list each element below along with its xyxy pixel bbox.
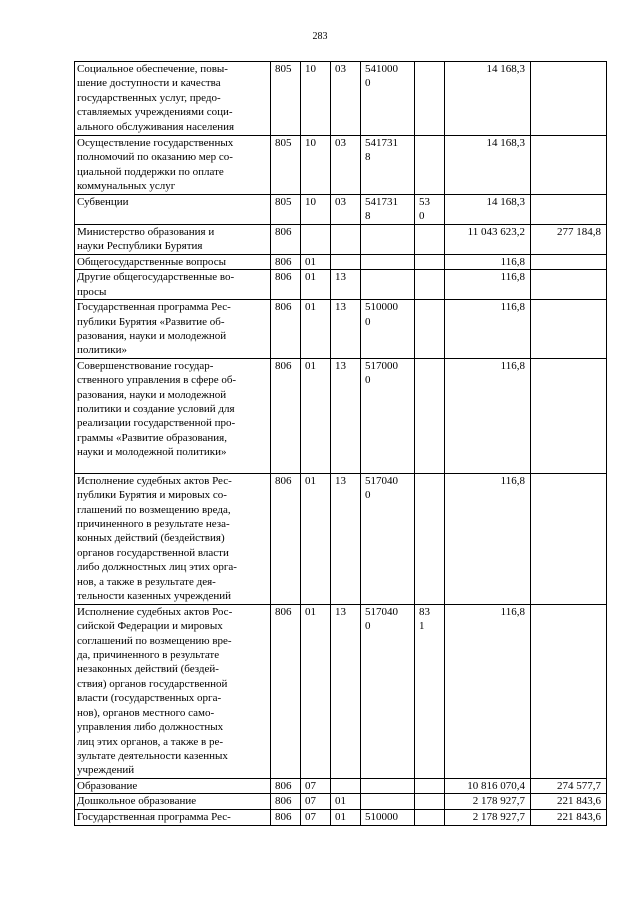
cell-sum2: 274 577,7 — [531, 778, 607, 793]
cell-sum1: 2 178 927,7 — [445, 809, 531, 825]
cell-pr: 13 — [331, 473, 361, 604]
table-row — [75, 358, 607, 473]
cell-csr — [361, 270, 415, 300]
cell-sum1: 14 168,3 — [445, 62, 531, 136]
cell-name: Образование — [75, 778, 271, 793]
cell-csr — [361, 778, 415, 793]
cell-sum2: 277 184,8 — [531, 225, 607, 255]
table-body — [75, 62, 607, 826]
cell-name: Социальное обеспечение, повы- шение доступности и качества государственных услуг, предо- ставляемых учреждениями соци- ального обслуживания населения — [75, 62, 271, 136]
cell-name: Государственная программа Рес- — [75, 809, 271, 825]
cell-name: Совершенствование государ- ственного управления в сфере об- разования, науки и молодежной политики и создание условий для реализации государственной про- граммы «Развитие образования, науки и молодежной политики» — [75, 358, 271, 473]
cell-csr: 510000 — [361, 809, 415, 825]
cell-sum1: 2 178 927,7 — [445, 794, 531, 809]
cell-rz: 10 — [301, 195, 331, 225]
cell-glava: 806 — [271, 358, 301, 473]
cell-sum2 — [531, 300, 607, 359]
page-number: 283 — [312, 31, 328, 42]
cell-glava: 806 — [271, 300, 301, 359]
cell-name: Осуществление государственных полномочий по оказанию мер со- циальной поддержки по оплате коммунальных услуг — [75, 136, 271, 195]
cell-rz: 01 — [301, 473, 331, 604]
cell-rz: 01 — [301, 604, 331, 778]
cell-sum2: 221 843,6 — [531, 809, 607, 825]
cell-glava: 806 — [271, 794, 301, 809]
cell-csr — [361, 225, 415, 255]
cell-pr — [331, 255, 361, 270]
cell-name: Исполнение судебных актов Рес- публики Бурятия и мировых со- глашений по возмещению вреда, причиненного в результате неза- конных действий (бездействия) органов государственной власти либо должностных лиц этих орга- нов, а также в результате дея- тельности казенных учреждений — [75, 473, 271, 604]
cell-vr — [415, 358, 445, 473]
cell-vr — [415, 225, 445, 255]
cell-vr — [415, 255, 445, 270]
cell-rz: 10 — [301, 62, 331, 136]
table-row — [75, 794, 607, 809]
cell-vr: 53 0 — [415, 195, 445, 225]
cell-vr — [415, 270, 445, 300]
cell-name: Государственная программа Рес- публики Бурятия «Развитие об- разования, науки и молодежной политики» — [75, 300, 271, 359]
cell-pr: 03 — [331, 195, 361, 225]
cell-sum1: 10 816 070,4 — [445, 778, 531, 793]
table-row — [75, 225, 607, 255]
cell-sum1: 116,8 — [445, 473, 531, 604]
table-row — [75, 604, 607, 778]
cell-csr: 517000 0 — [361, 358, 415, 473]
cell-sum1: 116,8 — [445, 604, 531, 778]
cell-sum1: 116,8 — [445, 300, 531, 359]
cell-vr — [415, 300, 445, 359]
cell-pr: 01 — [331, 794, 361, 809]
cell-rz: 01 — [301, 270, 331, 300]
table-row — [75, 255, 607, 270]
cell-rz: 01 — [301, 358, 331, 473]
cell-pr: 13 — [331, 604, 361, 778]
cell-csr: 541731 8 — [361, 136, 415, 195]
table-row — [75, 62, 607, 136]
table-row — [75, 136, 607, 195]
table-row — [75, 270, 607, 300]
cell-vr — [415, 473, 445, 604]
cell-name: Исполнение судебных актов Рос- сийской Федерации и мировых соглашений по возмещению вре- да, причиненного в результате незаконных действий (бездей- ствия) органов государственной власти (государственных орга- нов), органов местного само- управления либо должностных лиц этих органов, а также в ре- зультате деятельности казенных учреждений — [75, 604, 271, 778]
cell-pr: 01 — [331, 809, 361, 825]
cell-glava: 806 — [271, 809, 301, 825]
cell-vr — [415, 794, 445, 809]
cell-glava: 805 — [271, 62, 301, 136]
cell-sum2 — [531, 136, 607, 195]
cell-vr — [415, 136, 445, 195]
cell-glava: 806 — [271, 604, 301, 778]
cell-sum2: 221 843,6 — [531, 794, 607, 809]
cell-sum2 — [531, 358, 607, 473]
cell-vr — [415, 809, 445, 825]
cell-sum1: 14 168,3 — [445, 195, 531, 225]
cell-rz: 07 — [301, 794, 331, 809]
cell-sum2 — [531, 270, 607, 300]
cell-sum1: 11 043 623,2 — [445, 225, 531, 255]
cell-pr: 13 — [331, 358, 361, 473]
cell-rz: 07 — [301, 809, 331, 825]
cell-name: Дошкольное образование — [75, 794, 271, 809]
cell-rz: 07 — [301, 778, 331, 793]
cell-sum1: 116,8 — [445, 358, 531, 473]
cell-pr — [331, 225, 361, 255]
table-row — [75, 195, 607, 225]
cell-sum2 — [531, 255, 607, 270]
cell-pr: 13 — [331, 300, 361, 359]
cell-glava: 806 — [271, 270, 301, 300]
cell-glava: 806 — [271, 225, 301, 255]
cell-glava: 806 — [271, 473, 301, 604]
table-row — [75, 778, 607, 793]
cell-glava: 805 — [271, 136, 301, 195]
cell-pr: 03 — [331, 136, 361, 195]
cell-sum1: 116,8 — [445, 255, 531, 270]
cell-sum2 — [531, 62, 607, 136]
cell-sum1: 14 168,3 — [445, 136, 531, 195]
cell-csr: 541000 0 — [361, 62, 415, 136]
cell-sum2 — [531, 473, 607, 604]
cell-csr — [361, 794, 415, 809]
cell-csr: 541731 8 — [361, 195, 415, 225]
cell-glava: 805 — [271, 195, 301, 225]
cell-name: Общегосударственные вопросы — [75, 255, 271, 270]
cell-pr: 13 — [331, 270, 361, 300]
cell-glava: 806 — [271, 255, 301, 270]
cell-sum1: 116,8 — [445, 270, 531, 300]
cell-pr — [331, 778, 361, 793]
cell-name: Министерство образования и науки Республики Бурятия — [75, 225, 271, 255]
cell-name: Субвенции — [75, 195, 271, 225]
cell-glava: 806 — [271, 778, 301, 793]
cell-rz: 10 — [301, 136, 331, 195]
cell-rz: 01 — [301, 300, 331, 359]
cell-csr: 517040 0 — [361, 604, 415, 778]
cell-pr: 03 — [331, 62, 361, 136]
cell-vr — [415, 778, 445, 793]
cell-rz: 01 — [301, 255, 331, 270]
cell-csr — [361, 255, 415, 270]
cell-vr — [415, 62, 445, 136]
cell-sum2 — [531, 604, 607, 778]
table-row — [75, 473, 607, 604]
cell-rz — [301, 225, 331, 255]
budget-table — [74, 61, 607, 826]
cell-csr: 510000 0 — [361, 300, 415, 359]
table-row — [75, 300, 607, 359]
cell-sum2 — [531, 195, 607, 225]
table-row — [75, 809, 607, 825]
cell-csr: 517040 0 — [361, 473, 415, 604]
cell-name: Другие общегосударственные во- просы — [75, 270, 271, 300]
cell-vr: 83 1 — [415, 604, 445, 778]
